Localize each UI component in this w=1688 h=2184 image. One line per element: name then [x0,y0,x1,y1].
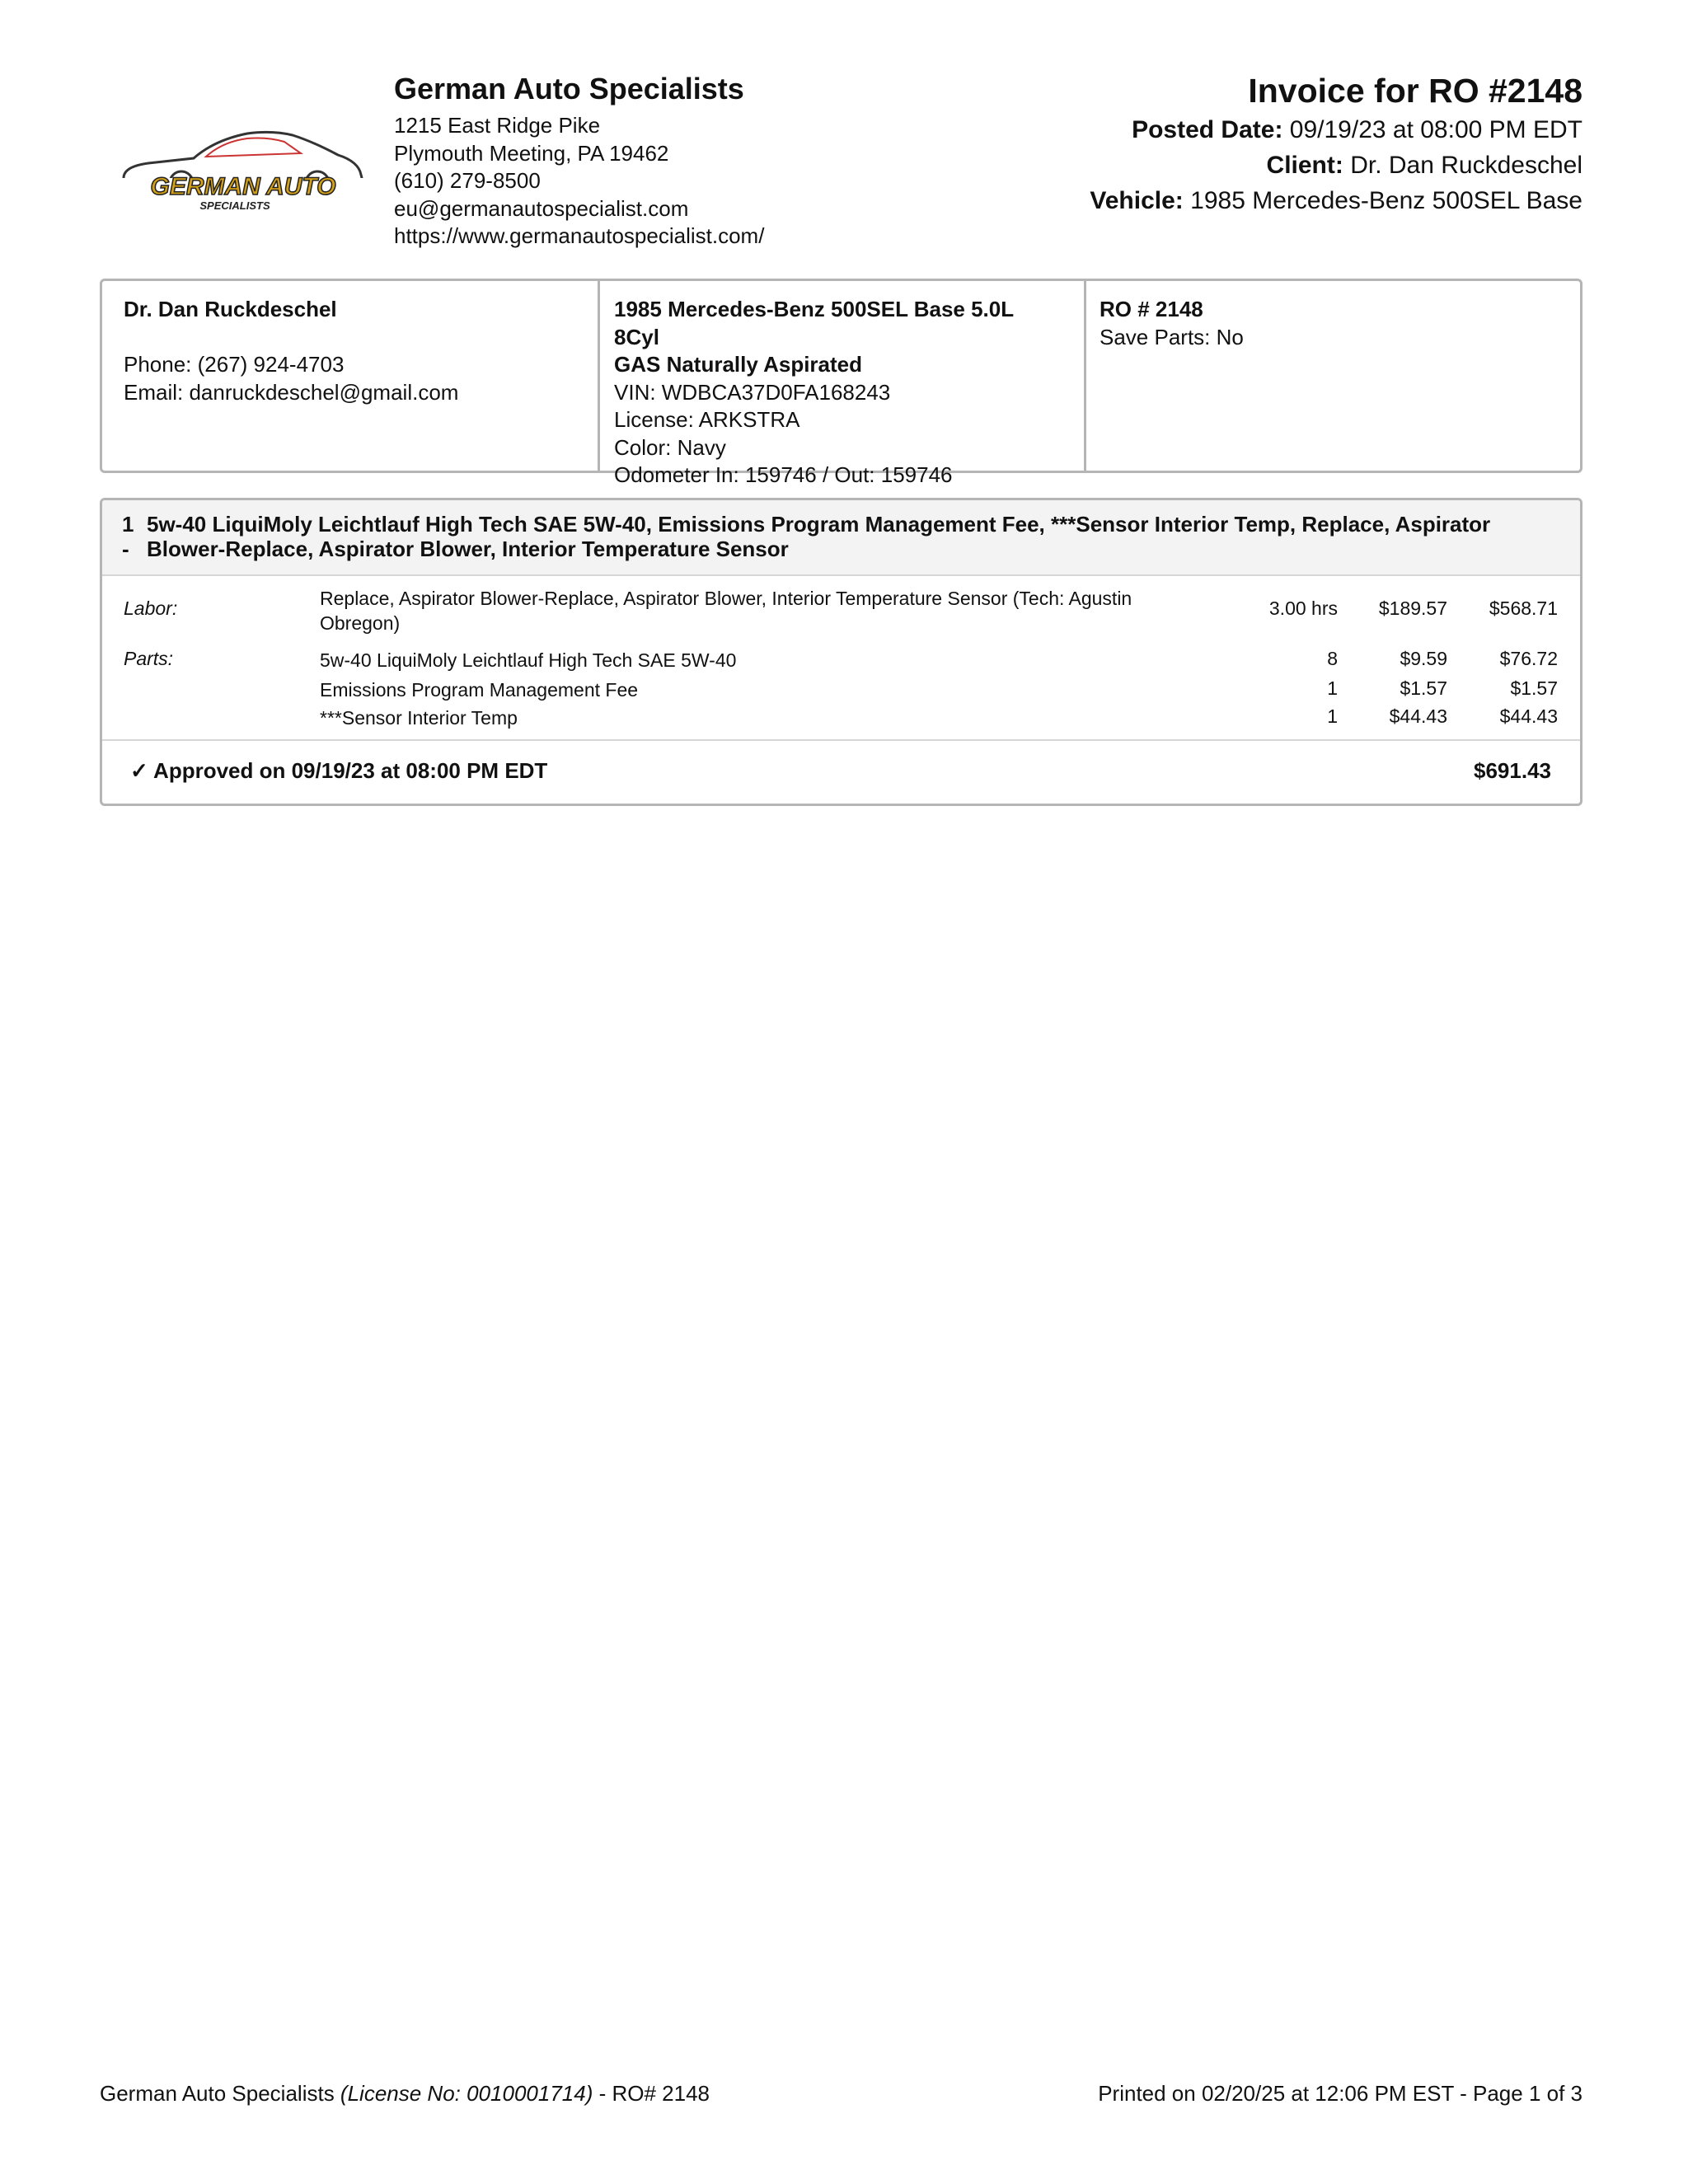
footer-license: (License No: 0010001714) [340,2081,593,2106]
vehicle-label: Vehicle: [1090,187,1184,214]
customer-column [102,281,600,471]
labor-qty: 3.00 hrs [1268,598,1338,619]
footer-printed: Printed on 02/20/25 at 12:06 PM EST - Page 1 of 3 [1098,2081,1582,2106]
part-desc: 5w-40 LiquiMoly Leichtlauf High Tech SAE 5W-40 [320,649,737,671]
logo-subtext: SPECIALISTS [199,199,270,212]
company-info [394,71,764,251]
vehicle-color: Color: Navy [614,434,726,460]
posted-date-value: 09/19/23 at 08:00 PM EDT [1289,116,1582,143]
vehicle-vin: VIN: WDBCA37D0FA168243 [614,379,891,405]
part-qty: 1 [1327,677,1338,699]
approval-status: ✓ Approved on 09/19/23 at 08:00 PM EDT [130,758,548,783]
part-amount: $76.72 [1499,648,1558,669]
company-name: German Auto Specialists [394,72,744,105]
job-header [102,500,1580,576]
customer-email: Email: danruckdeschel@gmail.com [124,379,459,405]
parts-label: Parts: [124,648,174,669]
part-desc: ***Sensor Interior Temp [320,707,518,729]
part-amount: $1.57 [1510,677,1558,699]
invoice-header [1090,69,1582,218]
job-title: 5w-40 LiquiMoly Leichtlauf High Tech SAE 5W-40, Emissions Program Management Fee, ***Sensor Interior Temp, Replace, Aspirator Blower-Replace, Aspirator Blower, Interior Temperature Sensor [147,512,1491,561]
part-qty: 1 [1327,705,1338,727]
labor-label: Labor: [124,598,178,619]
labor-amount: $568.71 [1489,598,1558,619]
company-phone: (610) 279-8500 [394,168,541,193]
part-desc: Emissions Program Management Fee [320,679,639,701]
customer-name: Dr. Dan Ruckdeschel [124,297,337,321]
job-box [100,498,1582,806]
job-lines [102,576,1580,741]
company-address1: 1215 East Ridge Pike [394,113,601,138]
vehicle-line2: GAS Naturally Aspirated [614,352,863,377]
save-parts: Save Parts: No [1100,324,1244,349]
vehicle-odometer: Odometer In: 159746 / Out: 159746 [614,462,953,487]
vehicle-line1: 1985 Mercedes-Benz 500SEL Base 5.0L 8Cyl [614,297,1014,349]
vehicle-license: License: ARKSTRA [614,407,800,432]
part-rate: $44.43 [1389,705,1447,727]
part-amount: $44.43 [1499,705,1558,727]
vehicle-column [600,281,1086,487]
invoice-title: Invoice for RO #2148 [1248,72,1582,110]
company-email: eu@germanautospecialist.com [394,195,689,221]
footer-ro: - RO# 2148 [593,2081,710,2106]
posted-date-label: Posted Date: [1132,116,1283,143]
client-value: Dr. Dan Ruckdeschel [1350,152,1582,179]
footer-company: German Auto Specialists [100,2081,340,2106]
job-total: $691.43 [1474,758,1551,783]
company-address2: Plymouth Meeting, PA 19462 [394,140,669,166]
info-box [100,279,1582,487]
ro-column [1086,281,1580,471]
part-rate: $9.59 [1400,648,1447,669]
job-dash: - [122,537,129,561]
logo-text: GERMAN AUTO [150,173,336,200]
labor-rate: $189.57 [1378,598,1447,619]
footer-left [100,2081,710,2107]
part-rate: $1.57 [1400,677,1447,699]
part-qty: 8 [1327,648,1338,669]
labor-desc: Replace, Aspirator Blower-Replace, Aspirator Blower, Interior Temperature Sensor (Tech: Agustin Obregon) [320,588,1132,634]
customer-phone: Phone: (267) 924-4703 [124,352,345,377]
company-logo [115,124,371,218]
company-website: https://www.germanautospecialist.com/ [394,223,765,248]
job-number: 1 [122,512,134,537]
client-label: Client: [1266,152,1343,179]
ro-number: RO # 2148 [1100,297,1203,321]
vehicle-value: 1985 Mercedes-Benz 500SEL Base [1190,187,1582,214]
